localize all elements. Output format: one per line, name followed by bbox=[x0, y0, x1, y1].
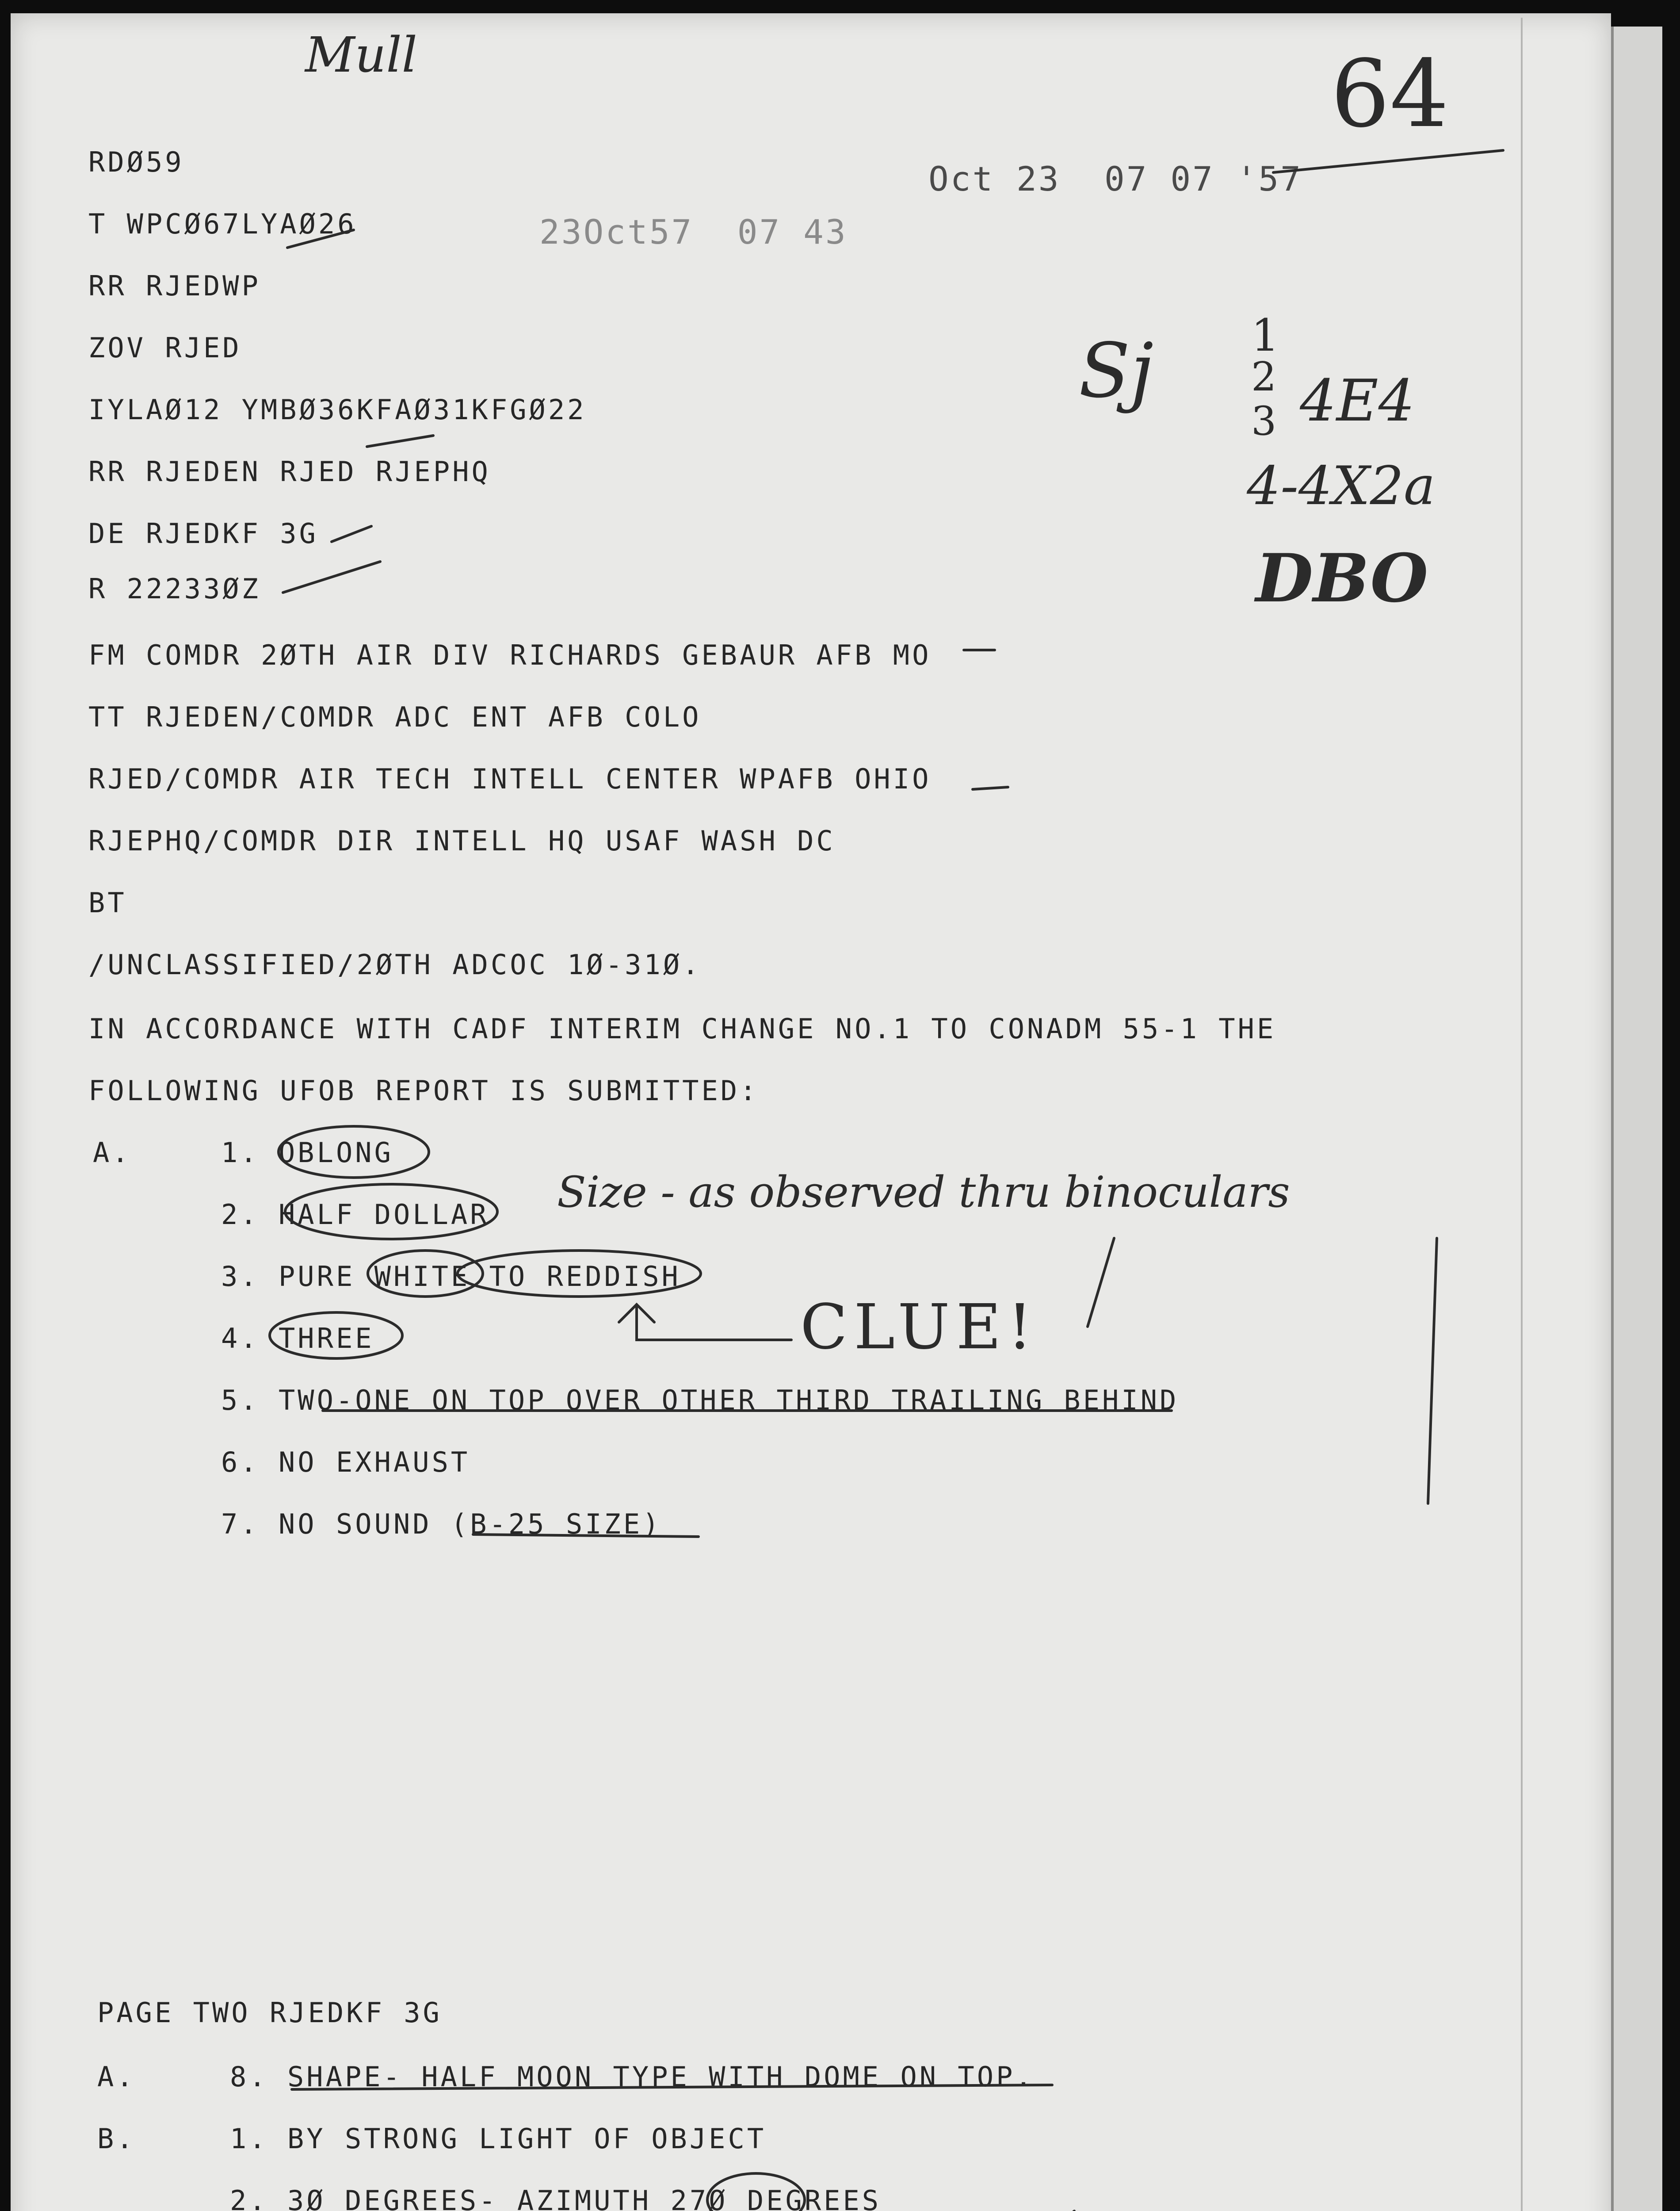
margin-initials: Sj bbox=[1079, 327, 1154, 415]
intro-line: IN ACCORDANCE WITH CADF INTERIM CHANGE NO.1 TO CONADM 55-1 THE bbox=[88, 1013, 1276, 1045]
routing-line: IYLAØ12 YMBØ36KFAØ31KFGØ22 bbox=[88, 394, 587, 426]
to-line: TT RJEDEN/COMDR ADC ENT AFB COLO bbox=[88, 701, 702, 733]
underline-mark bbox=[283, 562, 380, 593]
section-b-label: B. bbox=[97, 2123, 136, 2155]
margin-code: DBO bbox=[1256, 539, 1428, 617]
page-number-rule bbox=[1273, 150, 1503, 172]
section-a-label: A. bbox=[93, 1136, 131, 1169]
to-line: RJEPHQ/COMDR DIR INTELL HQ USAF WASH DC bbox=[88, 825, 836, 857]
break-line: BT bbox=[88, 887, 127, 919]
clue-arrow bbox=[637, 1304, 791, 1340]
report-item: 3. PURE WHITE TO REDDISH bbox=[221, 1260, 681, 1293]
section-a-label: A. bbox=[97, 2061, 136, 2093]
from-line: FM COMDR 2ØTH AIR DIV RICHARDS GEBAUR AFB MO bbox=[88, 639, 932, 671]
report-item: 8. SHAPE- HALF MOON TYPE WITH DOME ON TOP. bbox=[230, 2061, 1035, 2093]
margin-code: 2 bbox=[1251, 354, 1277, 400]
handwritten-initials: Mull bbox=[305, 27, 417, 83]
to-line: RJED/COMDR AIR TECH INTELL CENTER WPAFB OHIO bbox=[88, 763, 932, 795]
received-stamp-mid: 23Oct57 07 43 bbox=[539, 212, 848, 252]
report-item: 2. HALF DOLLAR bbox=[221, 1198, 489, 1231]
margin-code: 4E4 bbox=[1300, 367, 1415, 434]
routing-line: RR RJEDEN RJED RJEPHQ bbox=[88, 455, 491, 488]
size-note: Size - as observed thru binoculars bbox=[557, 1167, 1290, 1217]
report-item: 1. BY STRONG LIGHT OF OBJECT bbox=[230, 2123, 767, 2155]
routing-line: RR RJEDWP bbox=[88, 270, 261, 302]
report-item: 6. NO EXHAUST bbox=[221, 1446, 470, 1478]
circle-mark bbox=[270, 1312, 402, 1358]
underline-mark bbox=[973, 787, 1008, 789]
underline-mark bbox=[367, 436, 433, 447]
circle-mark bbox=[368, 1251, 483, 1297]
underline-mark bbox=[292, 2085, 1052, 2089]
intro-line: FOLLOWING UFOB REPORT IS SUBMITTED: bbox=[88, 1075, 759, 1107]
routing-line: DE RJEDKF 3G bbox=[88, 517, 318, 550]
underline-mark bbox=[473, 1534, 699, 1537]
received-stamp-right: Oct 23 07 07 '57 bbox=[928, 159, 1302, 199]
report-item: 5. TWO-ONE ON TOP OVER OTHER THIRD TRAILING BEHIND bbox=[221, 1384, 1179, 1416]
circle-mark bbox=[458, 1251, 701, 1297]
classification-line: /UNCLASSIFIED/2ØTH ADCOC 1Ø-31Ø. bbox=[88, 949, 702, 981]
page-two-heading: PAGE TWO RJEDKF 3G bbox=[97, 1997, 442, 2029]
report-item: 7. NO SOUND (B-25 SIZE) bbox=[221, 1508, 662, 1540]
annotation-stroke bbox=[1088, 1238, 1114, 1327]
circle-mark bbox=[279, 1126, 429, 1178]
routing-line: T WPCØ67LYAØ26 bbox=[88, 208, 357, 240]
margin-code: 1 bbox=[1251, 310, 1279, 361]
underline-mark bbox=[287, 230, 354, 248]
circle-mark bbox=[285, 1184, 497, 1239]
report-item: 1. OBLONG bbox=[221, 1136, 393, 1169]
clue-note: CLUE! bbox=[800, 1291, 1039, 1363]
report-item: 2. 3Ø DEGREES- AZIMUTH 27Ø DEGREES bbox=[230, 2184, 882, 2211]
page-number: 64 bbox=[1331, 40, 1449, 148]
underline-mark bbox=[332, 526, 371, 542]
report-item: 4. THREE bbox=[221, 1322, 374, 1354]
routing-line: ZOV RJED bbox=[88, 332, 242, 364]
annotation-stroke bbox=[1428, 1238, 1437, 1503]
margin-code: 3 bbox=[1251, 398, 1277, 444]
circle-mark bbox=[707, 2173, 805, 2211]
routing-line: R 22233ØZ bbox=[88, 573, 261, 605]
margin-code: 4-4X2a bbox=[1247, 455, 1436, 517]
routing-line: RDØ59 bbox=[88, 146, 184, 178]
